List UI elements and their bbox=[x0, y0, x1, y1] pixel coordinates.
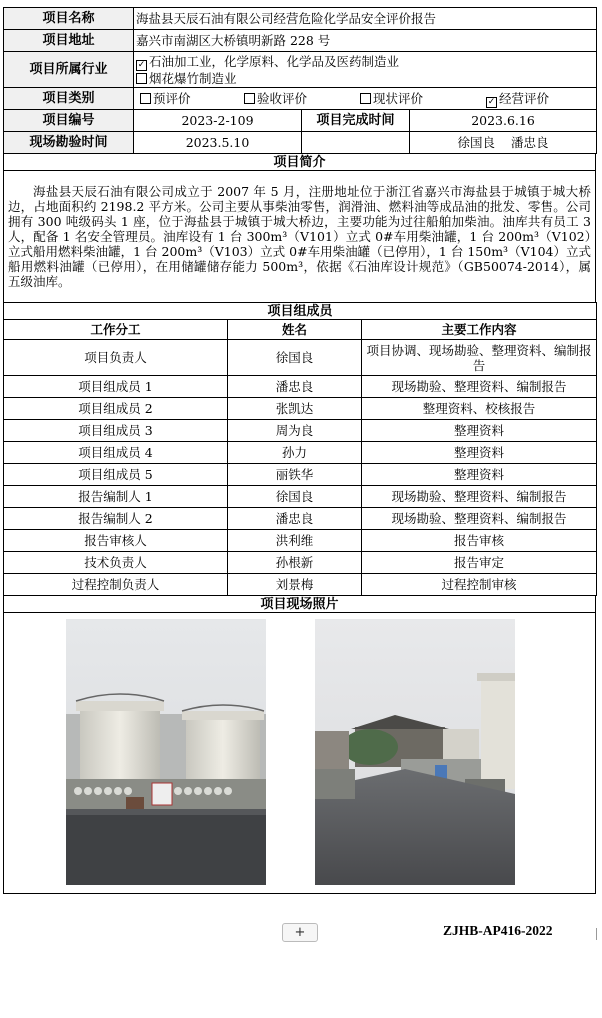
type-option bbox=[486, 91, 549, 108]
member-duties: 整理资料 bbox=[362, 442, 597, 464]
page-edge-divider bbox=[596, 928, 602, 940]
site-photo-tanks bbox=[66, 619, 266, 885]
type-option-label: 经营评价 bbox=[499, 90, 550, 106]
industry-option bbox=[136, 54, 594, 71]
member-duties: 整理资料、校核报告 bbox=[362, 398, 597, 420]
member-row bbox=[4, 398, 597, 420]
member-duties: 报告审核 bbox=[362, 530, 597, 552]
info-table bbox=[3, 7, 597, 154]
member-role: 项目组成员 2 bbox=[4, 398, 228, 420]
member-duties: 现场勘验、整理资料、编制报告 bbox=[362, 508, 597, 530]
member-role: 技术负责人 bbox=[4, 552, 228, 574]
member-name: 丽铁华 bbox=[228, 464, 362, 486]
member-role: 项目组成员 5 bbox=[4, 464, 228, 486]
intro-table bbox=[3, 153, 596, 303]
member-role: 项目负责人 bbox=[4, 340, 228, 376]
member-duties: 现场勘验、整理资料、编制报告 bbox=[362, 376, 597, 398]
document-code: ZJHB-AP416-2022 bbox=[443, 923, 553, 938]
member-role: 报告编制人 2 bbox=[4, 508, 228, 530]
industry-option bbox=[136, 71, 594, 86]
member-row bbox=[4, 420, 597, 442]
member-row bbox=[4, 340, 597, 376]
industry-option-label: 烟花爆竹制造业 bbox=[149, 70, 237, 86]
unchecked-box-icon[interactable] bbox=[244, 93, 255, 104]
project-number-value: 2023-2-109 bbox=[134, 110, 302, 132]
member-duties: 项目协调、现场勘验、整理资料、编制报告 bbox=[362, 340, 597, 376]
member-name: 潘忠良 bbox=[228, 376, 362, 398]
project-address-label: 项目地址 bbox=[4, 30, 134, 52]
type-option bbox=[244, 91, 307, 106]
complete-time-label: 项目完成时间 bbox=[302, 110, 410, 132]
member-name: 徐国良 bbox=[228, 486, 362, 508]
checked-box-icon[interactable]: ✓ bbox=[137, 59, 146, 70]
type-option-label: 验收评价 bbox=[257, 90, 308, 106]
member-name: 张凯达 bbox=[228, 398, 362, 420]
project-name-label: 项目名称 bbox=[4, 8, 134, 30]
member-name: 洪利维 bbox=[228, 530, 362, 552]
member-name: 潘忠良 bbox=[228, 508, 362, 530]
members-column-header: 主要工作内容 bbox=[362, 320, 597, 340]
member-row bbox=[4, 530, 597, 552]
member-role: 过程控制负责人 bbox=[4, 574, 228, 596]
unchecked-box-icon[interactable] bbox=[136, 73, 147, 84]
member-row bbox=[4, 574, 597, 596]
type-option bbox=[140, 91, 191, 106]
intro-text: 海盐县天辰石油有限公司成立于 2007 年 5 月，注册地址位于浙江省嘉兴市海盐县于城镇于城大桥边，占地面积约 2198.2 平方米。公司主要从事柴油零售，润滑油、燃料油等成品油的批发、零售。公司拥有 300 吨级码头 1 座，位于海盐县于城镇于城大桥边，主要功能为过往船舶加柴油。油库共有员工 3 人，配备 1 名安全管理员。油库设有 1 台 300m³（V101）立式 0#车用柴油罐，1 台 200m³（V102）立式船用燃料柴油罐，1 台 200m³（V103）立式 0#车用柴油罐（已停用），1 台 150m³（V104）立式船用燃料油罐（已停用），在用储罐储存能力 500m³，依据《石油库设计规范》（GB50074-2014），属五级油库。 bbox=[4, 171, 596, 303]
members-column-header: 姓名 bbox=[228, 320, 362, 340]
site-photo-yard bbox=[315, 619, 515, 885]
member-row bbox=[4, 552, 597, 574]
type-option-label: 现状评价 bbox=[373, 90, 424, 106]
complete-time-value: 2023.6.16 bbox=[410, 110, 597, 132]
intro-title: 项目简介 bbox=[4, 154, 596, 171]
unchecked-box-icon[interactable] bbox=[140, 93, 151, 104]
member-duties: 整理资料 bbox=[362, 420, 597, 442]
member-name: 孙力 bbox=[228, 442, 362, 464]
project-type-label: 项目类别 bbox=[4, 88, 134, 110]
member-name: 刘景梅 bbox=[228, 574, 362, 596]
member-duties: 现场勘验、整理资料、编制报告 bbox=[362, 486, 597, 508]
members-table bbox=[3, 302, 597, 596]
member-role: 项目组成员 3 bbox=[4, 420, 228, 442]
member-row bbox=[4, 376, 597, 398]
member-role: 项目组成员 4 bbox=[4, 442, 228, 464]
add-page-button[interactable]: + bbox=[282, 923, 318, 942]
project-name-value: 海盐县天辰石油有限公司经营危险化学品安全评价报告 bbox=[134, 8, 597, 30]
members-title: 项目组成员 bbox=[4, 303, 597, 320]
project-industry-label: 项目所属行业 bbox=[4, 52, 134, 88]
survey-blank-cell bbox=[302, 132, 410, 154]
photos-cell bbox=[4, 613, 596, 894]
unchecked-box-icon[interactable] bbox=[360, 93, 371, 104]
member-role: 报告审核人 bbox=[4, 530, 228, 552]
survey-time-value: 2023.5.10 bbox=[134, 132, 302, 154]
members-column-header: 工作分工 bbox=[4, 320, 228, 340]
project-number-label: 项目编号 bbox=[4, 110, 134, 132]
member-row bbox=[4, 464, 597, 486]
checked-box-icon[interactable]: ✓ bbox=[487, 96, 496, 107]
industry-option-label: 石油加工业，化学原料、化学品及医药制造业 bbox=[149, 53, 400, 69]
member-row bbox=[4, 486, 597, 508]
member-row bbox=[4, 508, 597, 530]
photos-title: 项目现场照片 bbox=[4, 596, 596, 613]
member-role: 项目组成员 1 bbox=[4, 376, 228, 398]
photos-table bbox=[3, 595, 596, 894]
type-option bbox=[360, 91, 423, 106]
member-name: 徐国良 bbox=[228, 340, 362, 376]
member-row bbox=[4, 442, 597, 464]
member-duties: 报告审定 bbox=[362, 552, 597, 574]
type-option-label: 预评价 bbox=[153, 90, 191, 106]
survey-time-label: 现场勘验时间 bbox=[4, 132, 134, 154]
member-duties: 过程控制审核 bbox=[362, 574, 597, 596]
member-name: 孙根新 bbox=[228, 552, 362, 574]
project-industry-options bbox=[134, 52, 597, 88]
members-header-row bbox=[4, 320, 597, 340]
project-address-value: 嘉兴市南湖区大桥镇明新路 228 号 bbox=[134, 30, 597, 52]
report-form bbox=[3, 7, 596, 894]
member-name: 周为良 bbox=[228, 420, 362, 442]
member-duties: 整理资料 bbox=[362, 464, 597, 486]
project-type-options bbox=[134, 88, 597, 110]
survey-people-value: 徐国良 潘忠良 bbox=[410, 132, 597, 154]
member-role: 报告编制人 1 bbox=[4, 486, 228, 508]
